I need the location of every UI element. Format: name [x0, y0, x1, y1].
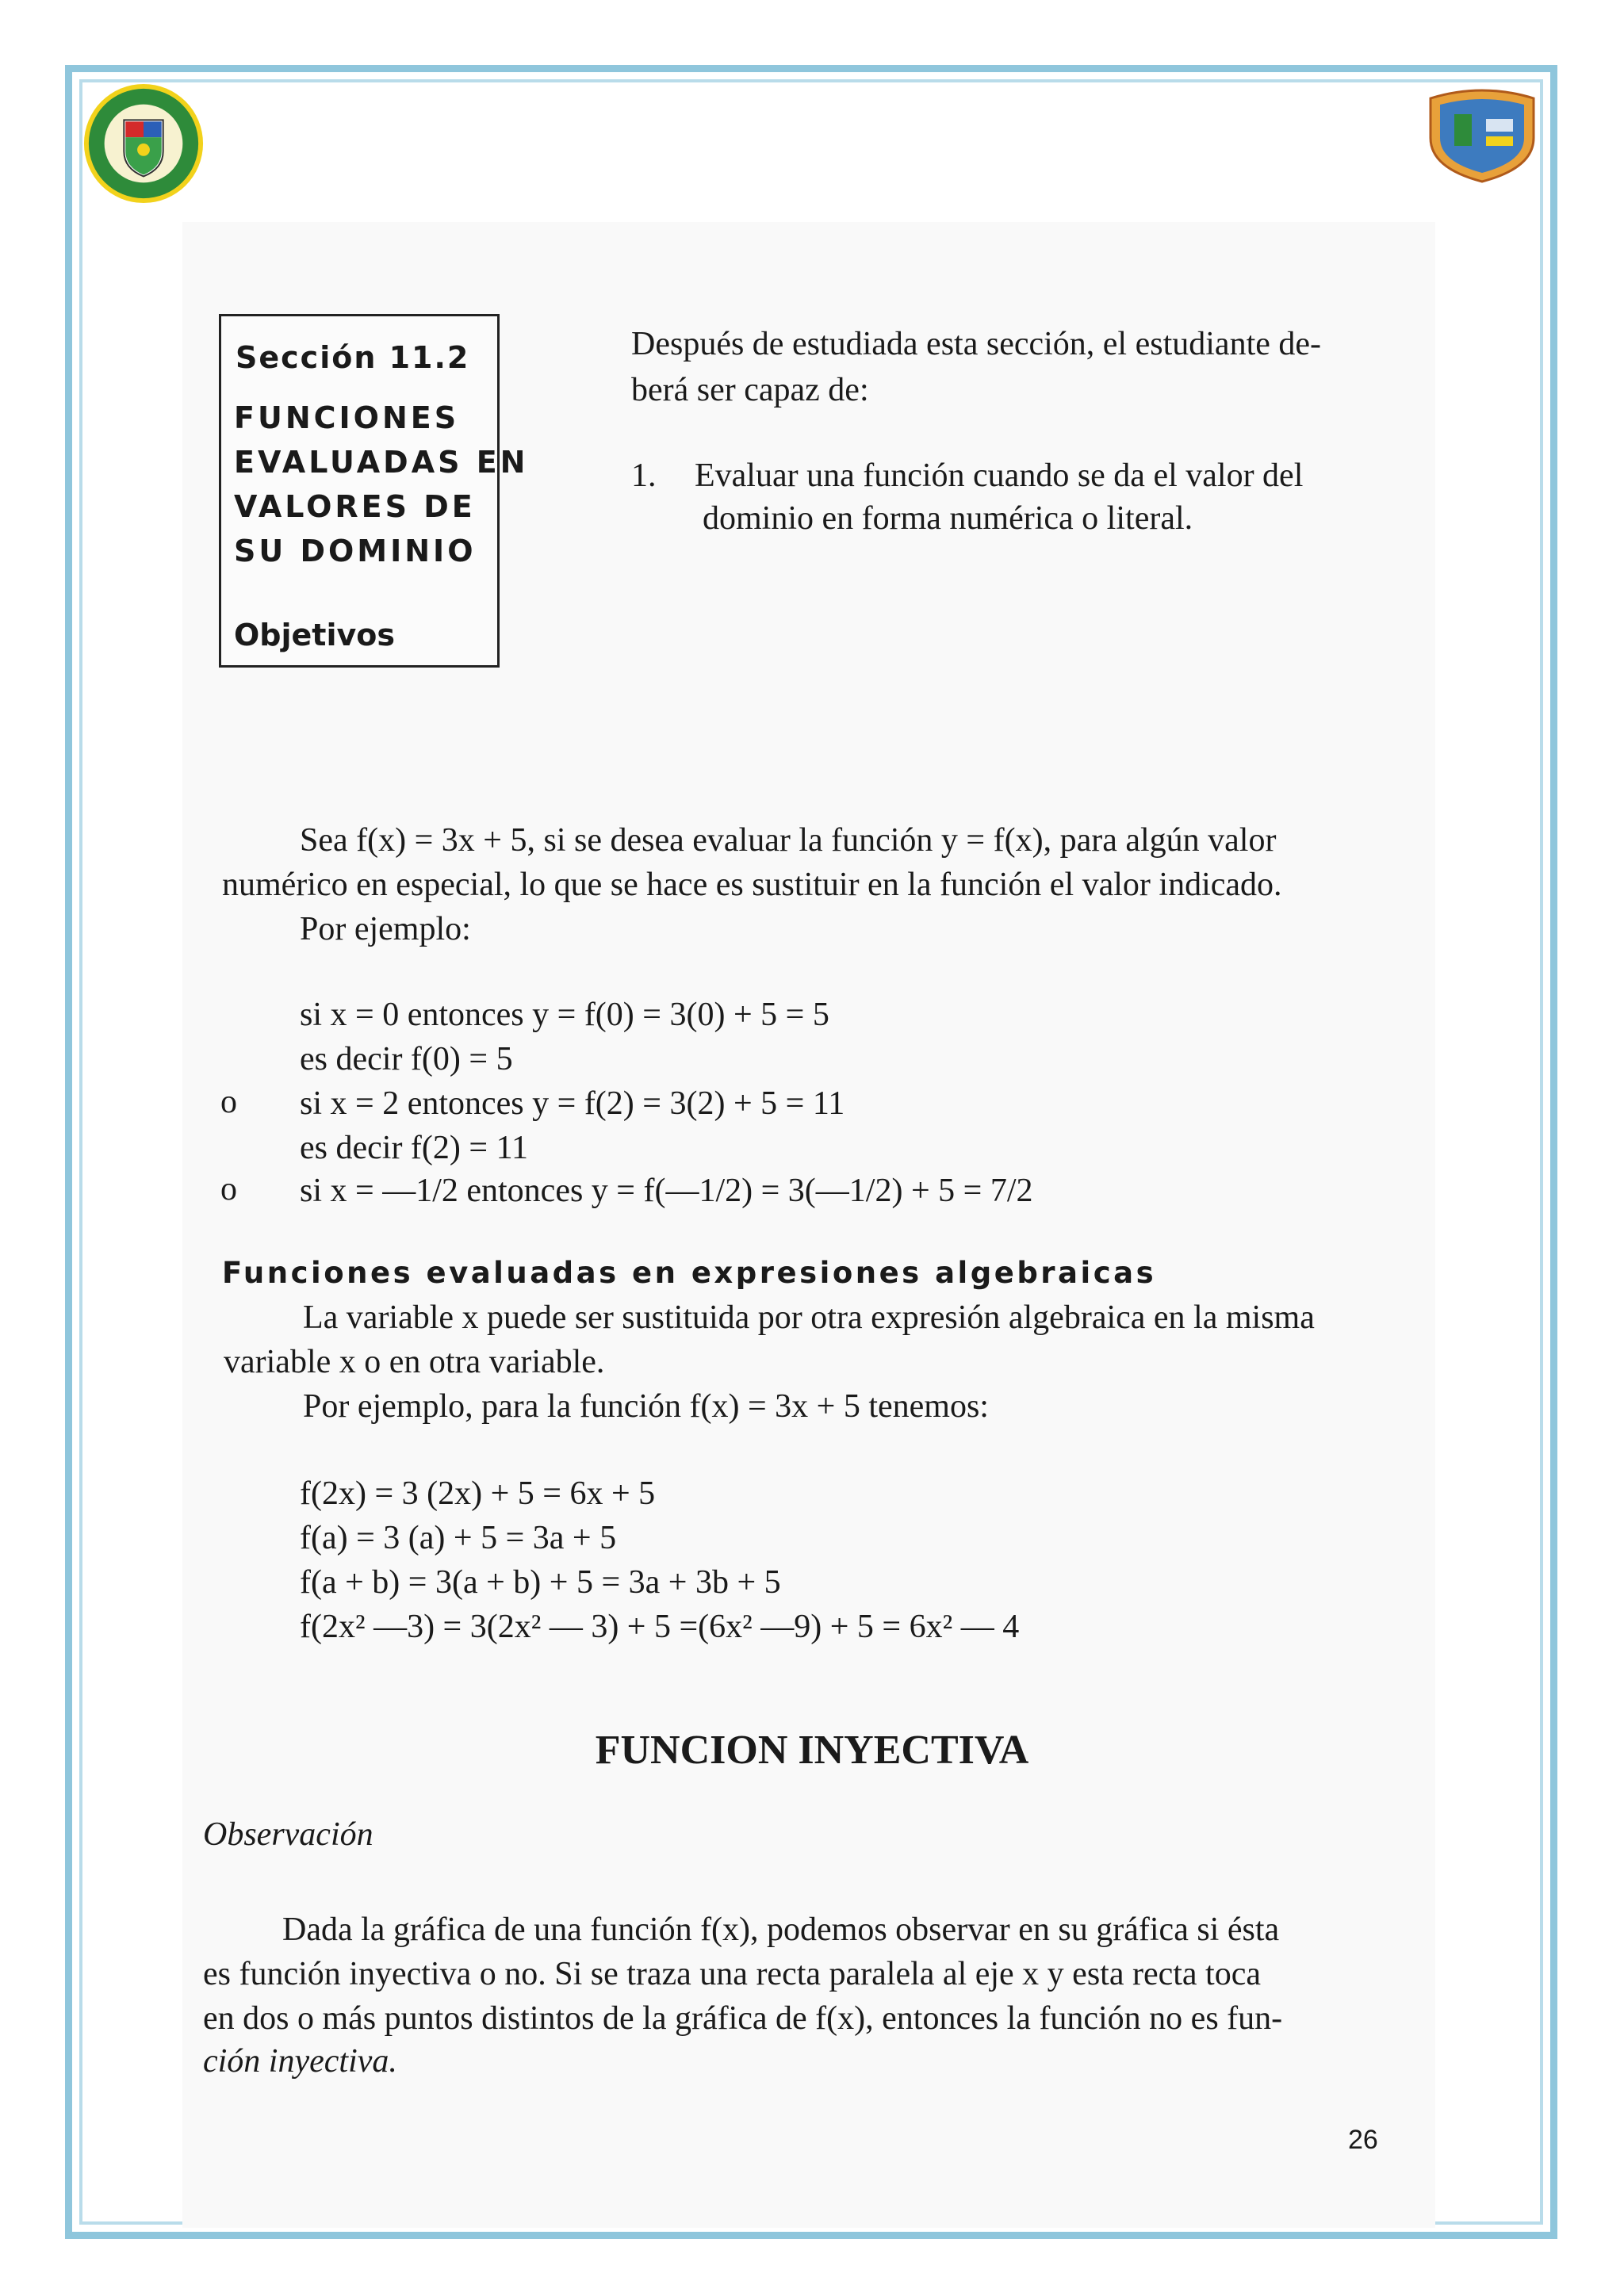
- algebraic-line: Por ejemplo, para la función f(x) = 3x + 5 tenemos:: [303, 1388, 989, 1425]
- objectives-label: Objetivos: [234, 618, 395, 652]
- example-line: es decir f(2) = 11: [300, 1130, 529, 1166]
- observation-label: Observación: [203, 1816, 373, 1853]
- section-title-line: VALORES DE: [234, 489, 476, 524]
- intro-line: Sea f(x) = 3x + 5, si se desea evaluar la función y = f(x), para algún valor: [300, 822, 1277, 859]
- section-title: [234, 396, 528, 573]
- page-number: 26: [1348, 2125, 1378, 2155]
- objective-item-number: 1.: [631, 457, 657, 494]
- example-line: si x = 2 entonces y = f(2) = 3(2) + 5 = 11: [300, 1085, 845, 1122]
- section-number: Sección 11.2: [236, 340, 470, 375]
- intro-line: numérico en especial, lo que se hace es sustituir en la función el valor indicado.: [222, 867, 1282, 903]
- example-marker: o: [220, 1084, 237, 1120]
- example-marker: o: [220, 1171, 237, 1207]
- objectives-intro-line: Después de estudiada esta sección, el estudiante de-: [631, 326, 1322, 362]
- section-title-line: EVALUADAS EN: [234, 445, 529, 480]
- equation-line: f(a + b) = 3(a + b) + 5 = 3a + 3b + 5: [300, 1564, 781, 1601]
- example-line: si x = —1/2 entonces y = f(—1/2) = 3(—1/2) + 5 = 7/2: [300, 1173, 1033, 1209]
- subsection-heading: Funciones evaluadas en expresiones algebraicas: [222, 1256, 1157, 1290]
- example-line: es decir f(0) = 5: [300, 1041, 513, 1077]
- algebraic-line: La variable x puede ser sustituida por otra expresión algebraica en la misma: [303, 1299, 1315, 1336]
- injective-line: en dos o más puntos distintos de la gráfica de f(x), entonces la función no es fun-: [203, 2000, 1283, 2037]
- injective-line: ción inyectiva.: [203, 2043, 397, 2080]
- equation-line: f(a) = 3 (a) + 5 = 3a + 5: [300, 1520, 617, 1556]
- equation-line: f(2x² —3) = 3(2x² — 3) + 5 =(6x² —9) + 5 = 6x² — 4: [300, 1609, 1020, 1645]
- section-title-line: SU DOMINIO: [234, 534, 477, 568]
- faculty-shield-logo: [1423, 82, 1542, 184]
- algebraic-line: variable x o en otra variable.: [224, 1344, 605, 1380]
- section-title-line: FUNCIONES: [234, 400, 460, 435]
- main-heading: FUNCION INYECTIVA: [595, 1728, 1029, 1773]
- objective-item-line: Evaluar una función cuando se da el valor del: [695, 457, 1304, 494]
- intro-line: Por ejemplo:: [300, 911, 471, 947]
- equation-line: f(2x) = 3 (2x) + 5 = 6x + 5: [300, 1475, 656, 1512]
- university-seal-logo: [81, 81, 206, 206]
- injective-line: Dada la gráfica de una función f(x), podemos observar en su gráfica si ésta: [282, 1911, 1280, 1948]
- injective-line: es función inyectiva o no. Si se traza una recta paralela al eje x y esta recta toca: [203, 1956, 1262, 1992]
- objective-item-line: dominio en forma numérica o literal.: [703, 500, 1193, 537]
- section-box: [219, 314, 529, 668]
- example-line: si x = 0 entonces y = f(0) = 3(0) + 5 = 5: [300, 997, 829, 1033]
- objectives-intro-line: berá ser capaz de:: [631, 372, 869, 408]
